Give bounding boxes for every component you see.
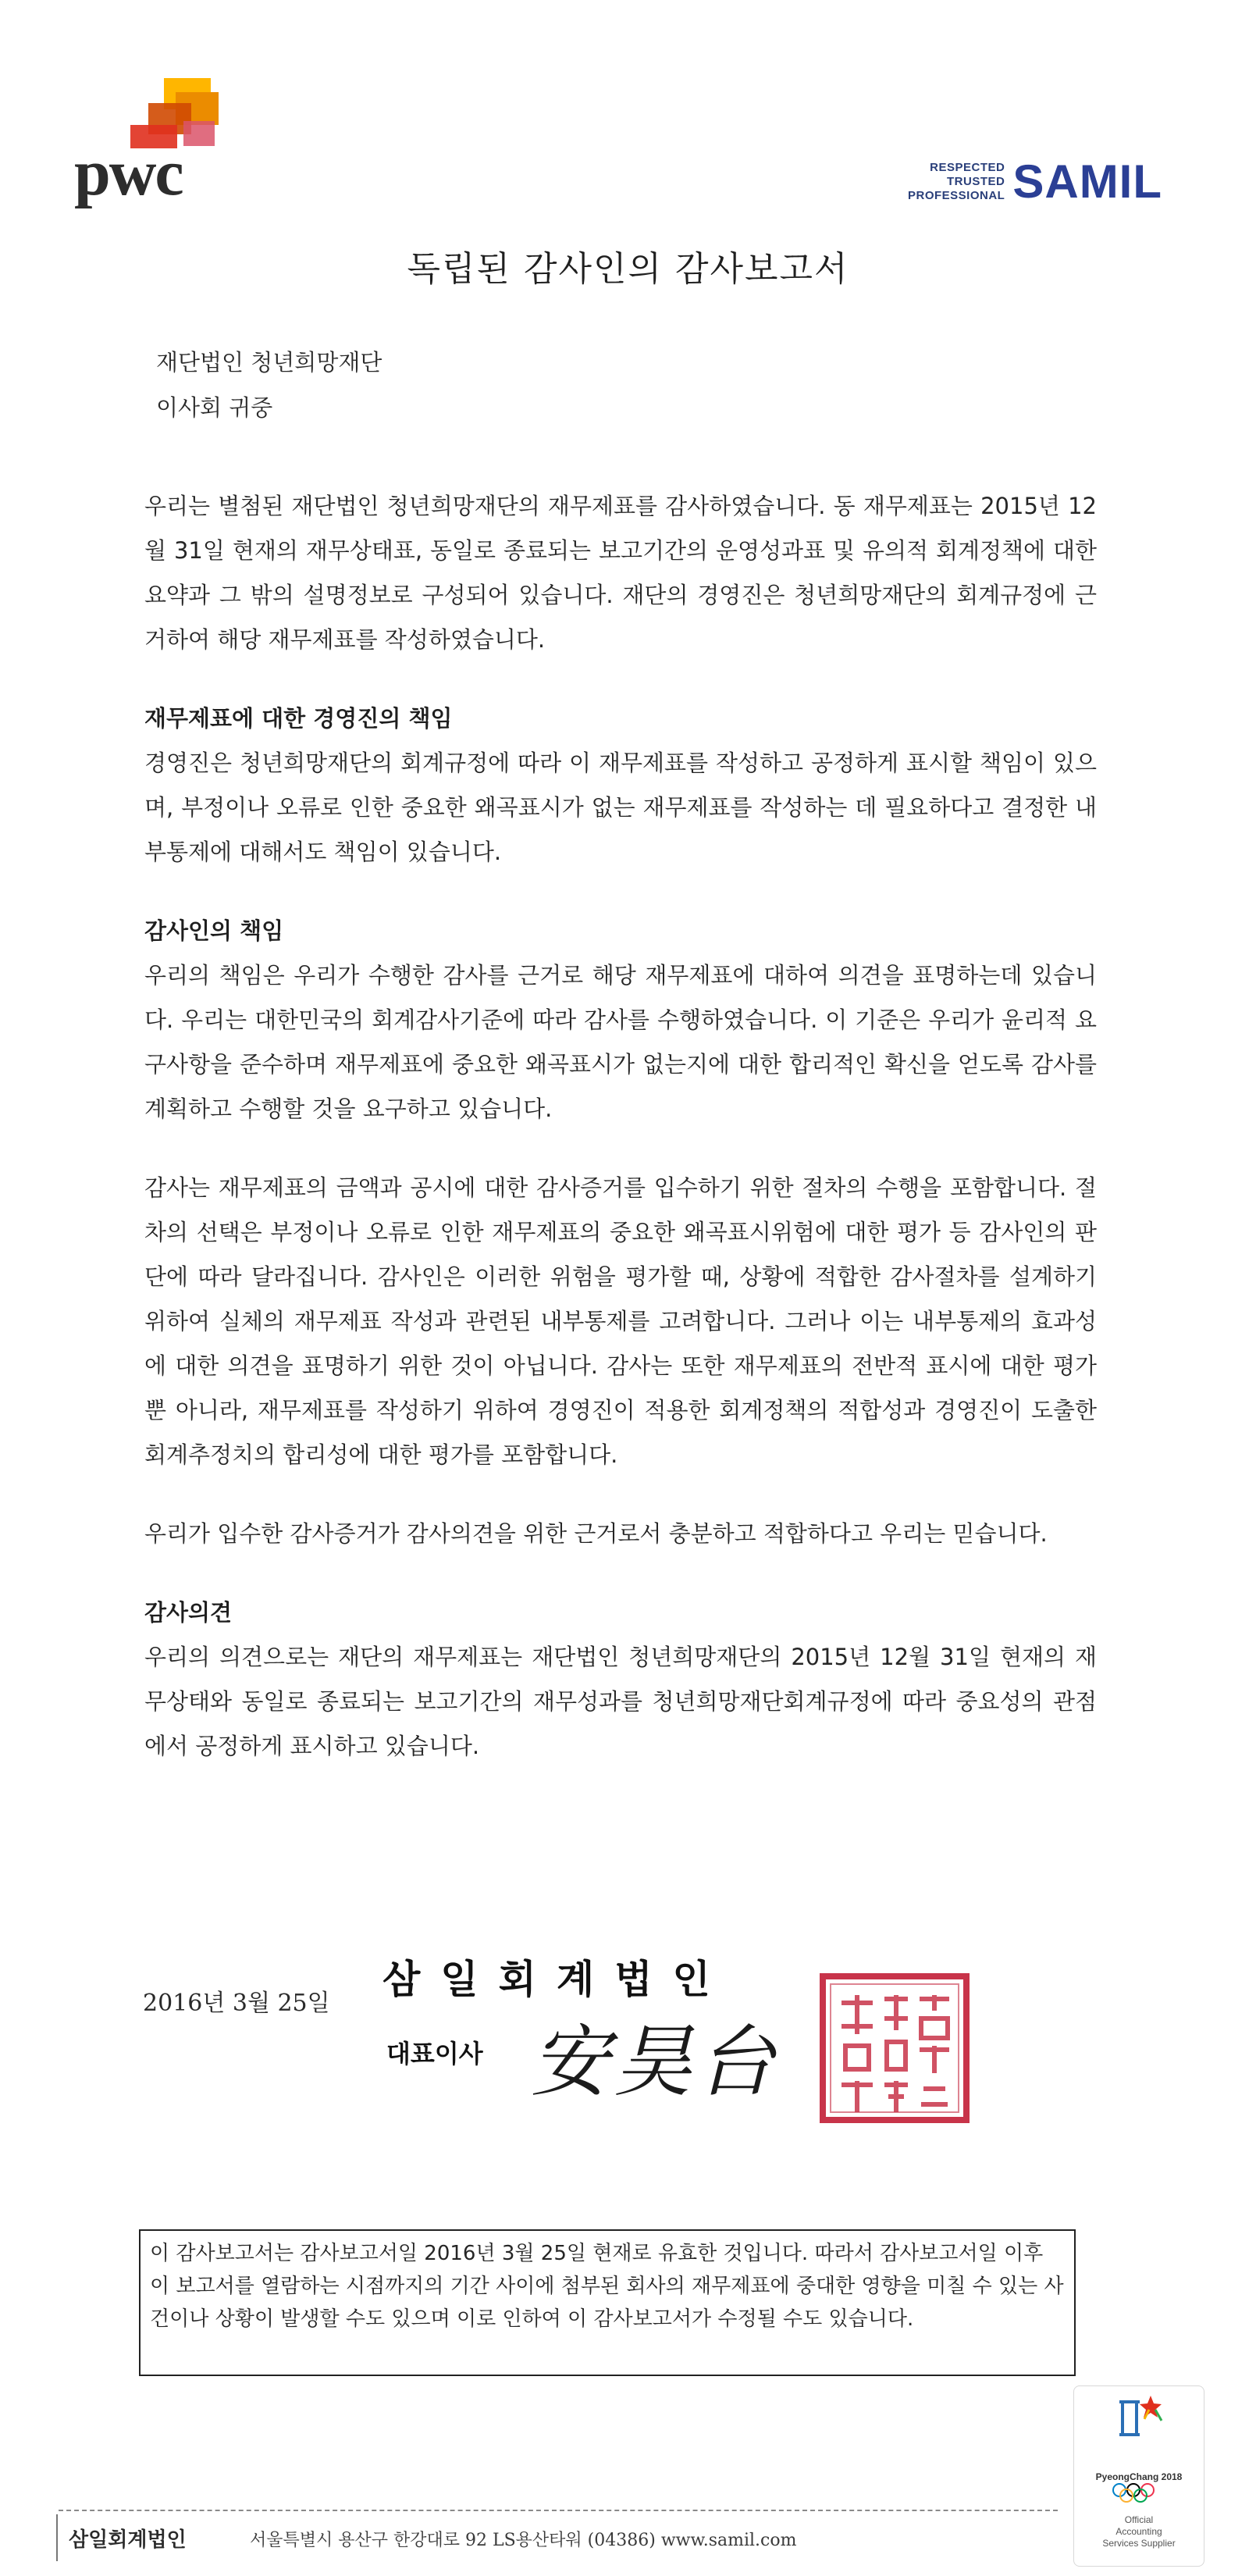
intro-paragraph: 우리는 별첨된 재단법인 청년희망재단의 재무제표를 감사하였습니다. 동 재무제표는 2015년 12월 31일 현재의 재무상태표, 동일로 종료되는 보고기간의 운영성과표 및 유의적 회계정책에 대한 요약과 그 밖의 설명정보로 구성되어 있습니다. 재단의 경영진은 청년희망재단의 회계규정에 근거하여 해당 재무제표를 작성하였습니다. — [144, 493, 1097, 653]
samil-logo — [908, 155, 1162, 209]
company-seal-stamp — [818, 1972, 971, 2125]
audit-opinion-heading: 감사의견 — [144, 1599, 233, 1626]
ceo-title: 대표이사 — [386, 2039, 483, 2068]
badge-role-line: Services Supplier — [1102, 2538, 1176, 2549]
footer-address: 서울특별시 용산구 한강대로 92 LS용산타워 (04386) www.samil.com — [250, 2531, 797, 2550]
document-title: 독립된 감사인의 감사보고서 — [407, 249, 849, 289]
samil-tagline-line: TRUSTED — [947, 175, 1005, 188]
addressee-organization: 재단법인 청년희망재단 — [156, 349, 382, 376]
management-responsibility-paragraph: 경영진은 청년희망재단의 회계규정에 따라 이 재무제표를 작성하고 공정하게 표시할 책임이 있으며, 부정이나 오류로 인한 중요한 왜곡표시가 없는 재무제표를 작성하는 데 필요하다고 결정한 내부통제에 대해서도 책임이 있습니다. — [144, 750, 1097, 865]
footer-divider-mark — [56, 2514, 58, 2561]
pwc-wordmark: pwc — [74, 137, 183, 209]
badge-role-line: Official — [1124, 2514, 1154, 2525]
ceo-signature: 安昊台 — [531, 2016, 779, 2107]
olympic-rings-icon — [1074, 2482, 1205, 2503]
auditor-responsibility-heading: 감사인의 책임 — [144, 917, 284, 944]
pyeongchang-emblem-icon — [1074, 2386, 1205, 2464]
samil-wordmark: SAMIL — [1012, 155, 1162, 208]
management-responsibility-heading: 재무제표에 대한 경영진의 책임 — [144, 705, 453, 732]
seal-glyphs — [841, 1995, 949, 2112]
pwc-logo — [74, 78, 246, 211]
footer-dashed-rule — [59, 2510, 1058, 2511]
auditor-responsibility-paragraph: 우리의 책임은 우리가 수행한 감사를 근거로 해당 재무제표에 대하여 의견을 표명하는데 있습니다. 우리는 대한민국의 회계감사기준에 따라 감사를 수행하였습니다. 이 기준은 우리가 윤리적 요구사항을 준수하며 재무제표에 중요한 왜곡표시가 없는지에 대한 합리적인 확신을 얻도록 감사를 계획하고 수행할 것을 요구하고 있습니다. — [144, 962, 1097, 1122]
validity-notice-box: 이 감사보고서는 감사보고서일 2016년 3월 25일 현재로 유효한 것입니다. 따라서 감사보고서일 이후 이 보고서를 열람하는 시점까지의 기간 사이에 첨부된 회사의 재무제표에 중대한 영향을 미칠 수 있는 사건이나 상황이 발생할 수도 있으며 이로 인하여 이 감사보고서가 수정될 수도 있습니다. — [139, 2229, 1076, 2376]
pwc-logo-block-rose — [183, 121, 215, 146]
audit-evidence-paragraph: 우리가 입수한 감사증거가 감사의견을 위한 근거로서 충분하고 적합하다고 우리는 믿습니다. — [144, 1520, 1048, 1547]
audit-procedures-paragraph: 감사는 재무제표의 금액과 공시에 대한 감사증거를 입수하기 위한 절차의 수행을 포함합니다. 절차의 선택은 부정이나 오류로 인한 재무제표의 중요한 왜곡표시위험에 대한 평가 등 감사인의 판단에 따라 달라집니다. 감사인은 이러한 위험을 평가할 때, 상황에 적합한 감사절차를 설계하기 위하여 실체의 재무제표 작성과 관련된 내부통제를 고려합니다. 그러나 이는 내부통제의 효과성에 대한 의견을 표명하기 위한 것이 아닙니다. 감사는 또한 재무제표의 전반적 표시에 대한 평가뿐 아니라, 재무제표를 작성하기 위하여 경영진이 적용한 회계정책의 적합성과 경영진이 도출한 회계추정치의 합리성에 대한 평가를 포함합니다. — [144, 1174, 1097, 1468]
audit-firm-name: 삼일회계법인 — [382, 1957, 731, 2002]
report-body — [144, 484, 1097, 1803]
olympic-supplier-badge — [1073, 2385, 1204, 2567]
samil-tagline — [908, 161, 1005, 203]
badge-role-line: Accounting — [1115, 2526, 1162, 2537]
audit-opinion-paragraph: 우리의 의견으로는 재단의 재무제표는 재단법인 청년희망재단의 2015년 12월 31일 현재의 재무상태와 동일로 종료되는 보고기간의 재무성과를 청년희망재단회계규정에 따라 중요성의 관점에서 공정하게 표시하고 있습니다. — [144, 1644, 1097, 1759]
badge-event-name: PyeongChang 2018 — [1095, 2471, 1183, 2482]
samil-tagline-line: RESPECTED — [930, 161, 1005, 174]
badge-role — [1074, 2514, 1204, 2549]
footer-firm-name: 삼일회계법인 — [69, 2528, 187, 2552]
report-date: 2016년 3월 25일 — [143, 1990, 330, 2017]
samil-tagline-line: PROFESSIONAL — [907, 189, 1005, 202]
addressee-board: 이사회 귀중 — [156, 394, 273, 421]
